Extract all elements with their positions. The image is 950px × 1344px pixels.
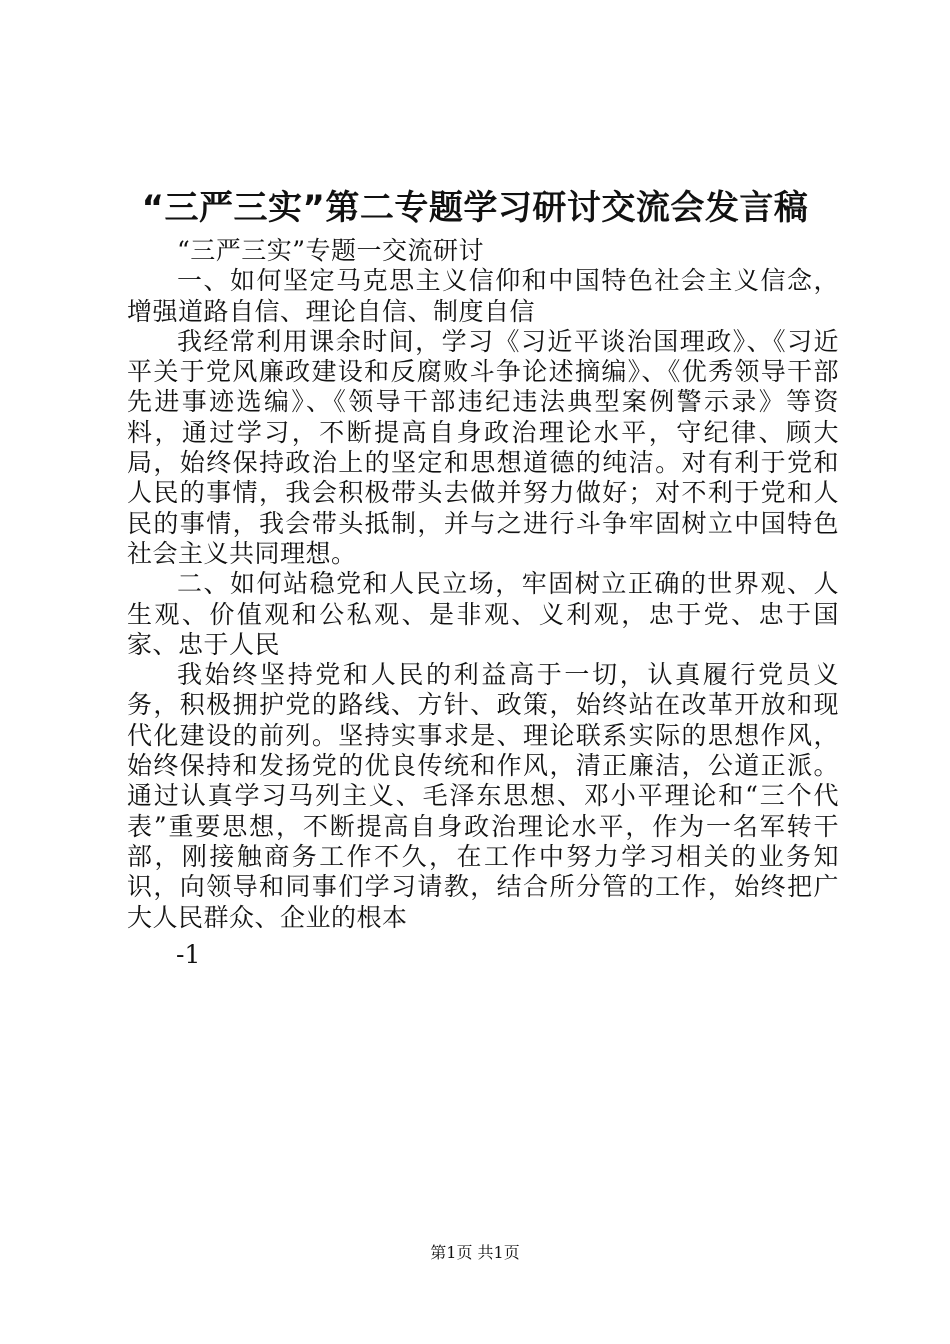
paragraph-question-two: 二、如何站稳党和人民立场，牢固树立正确的世界观、人生观、价值观和公私观、是非观、义利观，忠于党、忠于国家、忠于人民 (127, 569, 839, 659)
paragraph-answer-two: 我始终坚持党和人民的利益高于一切，认真履行党员义务，积极拥护党的路线、方针、政策，始终站在改革开放和现代化建设的前列。坚持实事求是、理论联系实际的思想作风，始终保持和发扬党的优良传统和作风，清正廉洁，公道正派。通过认真学习马列主义、毛泽东思想、邓小平理论和“三个代表”重要思想，不断提高自身政治理论水平，作为一名军转干部，刚接触商务工作不久，在工作中努力学习相关的业务知识，向领导和同事们学习请教，结合所分管的工作，始终把广大人民群众、企业的根本 (127, 660, 839, 932)
document-body (127, 236, 839, 933)
page-marker: -1 (176, 940, 201, 969)
paragraph-answer-one: 我经常利用课余时间，学习《习近平谈治国理政》、《习近平关于党风廉政建设和反腐败斗争论述摘编》、《优秀领导干部先进事迹选编》、《领导干部违纪违法典型案例警示录》等资料，通过学习，不断提高自身政治理论水平，守纪律、顾大局，始终保持政治上的坚定和思想道德的纯洁。对有利于党和人民的事情，我会积极带头去做并努力做好；对不利于党和人民的事情，我会带头抵制，并与之进行斗争牢固树立中国特色社会主义共同理想。 (127, 326, 839, 568)
page-footer: 第1页 共1页 (430, 1243, 520, 1262)
paragraph-question-one: 一、如何坚定马克思主义信仰和中国特色社会主义信念，增强道路自信、理论自信、制度自信 (127, 266, 839, 326)
document-title: “三严三实”第二专题学习研讨交流会发言稿 (141, 188, 809, 228)
paragraph-subtitle: “三严三实”专题一交流研讨 (177, 236, 485, 265)
